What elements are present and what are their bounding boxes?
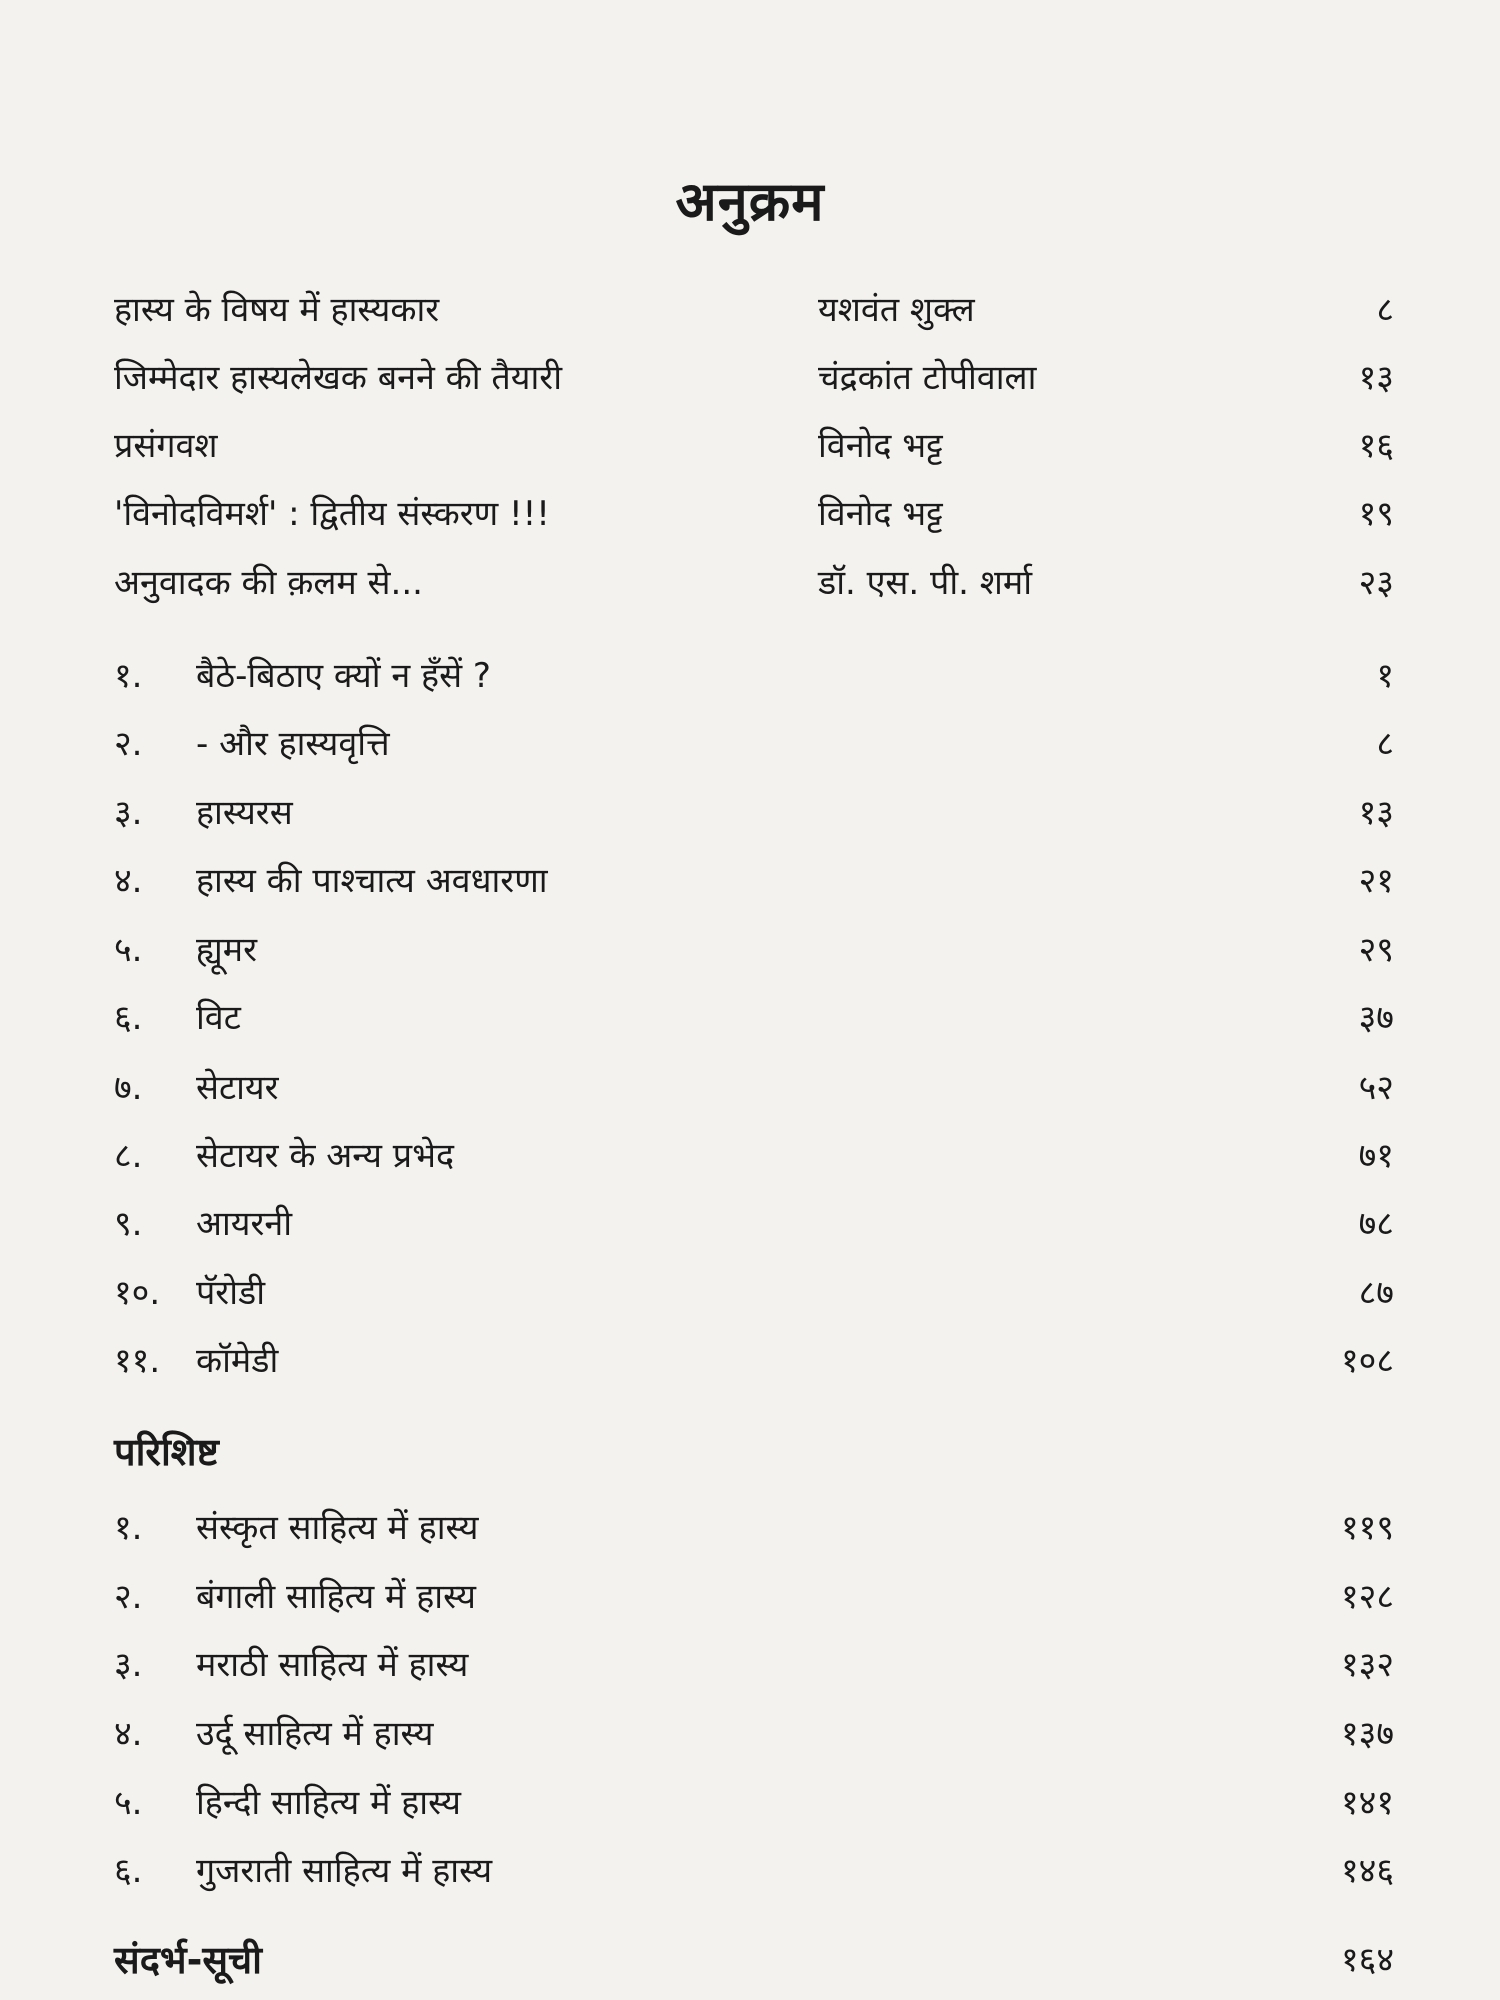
entry-page: २३: [1358, 563, 1394, 603]
appendix-number: ४.: [114, 1714, 143, 1754]
chapter-number: १.: [114, 656, 143, 696]
entry-page: १९: [1358, 494, 1394, 534]
chapter-title: हास्य की पाश्चात्य अवधारणा: [196, 861, 548, 901]
chapter-entry: [114, 990, 1394, 1046]
toc-entry: [114, 282, 1394, 338]
chapter-page: ७८: [1358, 1204, 1394, 1244]
chapter-title: हास्यरस: [196, 793, 293, 833]
appendix-entry: [114, 1706, 1394, 1762]
chapter-page: ३७: [1358, 998, 1394, 1038]
appendix-number: ६.: [114, 1851, 143, 1891]
entry-author: विनोद भट्ट: [818, 494, 943, 534]
appendix-title: बंगाली साहित्य में हास्य: [196, 1577, 477, 1617]
appendix-page: १४१: [1340, 1783, 1394, 1823]
appendix-entry: [114, 1569, 1394, 1625]
entry-author: डॉ. एस. पी. शर्मा: [818, 563, 1033, 603]
entry-page: १६: [1358, 426, 1394, 466]
entry-title: अनुवादक की क़लम से...: [114, 563, 423, 603]
chapter-title: आयरनी: [196, 1204, 293, 1244]
chapter-entry: [114, 1333, 1394, 1389]
chapter-entry: [114, 1196, 1394, 1252]
entry-author: विनोद भट्ट: [818, 426, 943, 466]
appendix-entry: [114, 1637, 1394, 1693]
appendix-heading: परिशिष्ट: [114, 1430, 219, 1474]
chapter-entry: [114, 922, 1394, 978]
chapter-number: ९.: [114, 1204, 143, 1244]
chapter-number: २.: [114, 724, 143, 764]
chapter-number: ४.: [114, 861, 143, 901]
chapter-number: ११.: [114, 1341, 161, 1381]
chapter-number: ३.: [114, 793, 143, 833]
chapter-title: विट: [196, 998, 241, 1038]
appendix-entry: [114, 1500, 1394, 1556]
toc-entry: [114, 555, 1394, 611]
toc-entry: [114, 418, 1394, 474]
toc-entry: [114, 350, 1394, 406]
appendix-number: ५.: [114, 1783, 143, 1823]
chapter-number: ५.: [114, 930, 143, 970]
entry-title: 'विनोदविमर्श' : द्वितीय संस्करण !!!: [114, 494, 550, 534]
chapter-entry: [114, 853, 1394, 909]
appendix-number: ३.: [114, 1645, 143, 1685]
entry-title: प्रसंगवश: [114, 426, 218, 466]
chapter-title: ह्यूमर: [196, 930, 257, 970]
appendix-title: संस्कृत साहित्य में हास्य: [196, 1508, 479, 1548]
entry-page: ८: [1376, 290, 1394, 330]
toc-entry: [114, 486, 1394, 542]
page-title: अनुक्रम: [675, 170, 825, 233]
chapter-number: १०.: [114, 1273, 161, 1313]
appendix-entry: [114, 1775, 1394, 1831]
chapter-entry: [114, 1265, 1394, 1321]
chapter-entry: [114, 1060, 1394, 1116]
references-entry: [114, 1930, 1394, 1990]
appendix-entry: [114, 1843, 1394, 1899]
appendix-page: १३२: [1340, 1645, 1394, 1685]
chapter-title: सेटायर के अन्य प्रभेद: [196, 1136, 455, 1176]
entry-title: हास्य के विषय में हास्यकार: [114, 290, 440, 330]
references-page: १६४: [1340, 1940, 1394, 1980]
appendix-title: गुजराती साहित्य में हास्य: [196, 1851, 493, 1891]
appendix-title: उर्दू साहित्य में हास्य: [196, 1714, 434, 1754]
chapter-number: ७.: [114, 1068, 143, 1108]
chapter-entry: [114, 716, 1394, 772]
chapter-title: कॉमेडी: [196, 1341, 279, 1381]
entry-author: चंद्रकांत टोपीवाला: [818, 358, 1037, 398]
appendix-page: ११९: [1340, 1508, 1394, 1548]
chapter-number: ६.: [114, 998, 143, 1038]
chapter-page: १३: [1358, 793, 1394, 833]
entry-page: १३: [1358, 358, 1394, 398]
appendix-number: १.: [114, 1508, 143, 1548]
chapter-entry: [114, 648, 1394, 704]
entry-author: यशवंत शुक्ल: [818, 290, 975, 330]
chapter-page: ८: [1376, 724, 1394, 764]
chapter-page: ७१: [1358, 1136, 1394, 1176]
chapter-page: १: [1376, 656, 1394, 696]
references-label: संदर्भ-सूची: [114, 1938, 263, 1982]
chapter-title: पॅरोडी: [196, 1273, 266, 1313]
chapter-title: बैठे-बिठाए क्यों न हँसें ?: [196, 656, 491, 696]
appendix-page: १४६: [1340, 1851, 1394, 1891]
chapter-entry: [114, 785, 1394, 841]
chapter-number: ८.: [114, 1136, 143, 1176]
chapter-entry: [114, 1128, 1394, 1184]
chapter-page: १०८: [1340, 1341, 1394, 1381]
chapter-page: २१: [1358, 861, 1394, 901]
chapter-title: सेटायर: [196, 1068, 279, 1108]
chapter-page: २९: [1358, 930, 1394, 970]
chapter-title: - और हास्यवृत्ति: [196, 724, 390, 764]
appendix-title: मराठी साहित्य में हास्य: [196, 1645, 469, 1685]
appendix-number: २.: [114, 1577, 143, 1617]
appendix-page: १२८: [1340, 1577, 1394, 1617]
chapter-page: ८७: [1358, 1273, 1394, 1313]
appendix-title: हिन्दी साहित्य में हास्य: [196, 1783, 462, 1823]
chapter-page: ५२: [1358, 1068, 1394, 1108]
entry-title: जिम्मेदार हास्यलेखक बनने की तैयारी: [114, 358, 562, 398]
appendix-page: १३७: [1340, 1714, 1394, 1754]
